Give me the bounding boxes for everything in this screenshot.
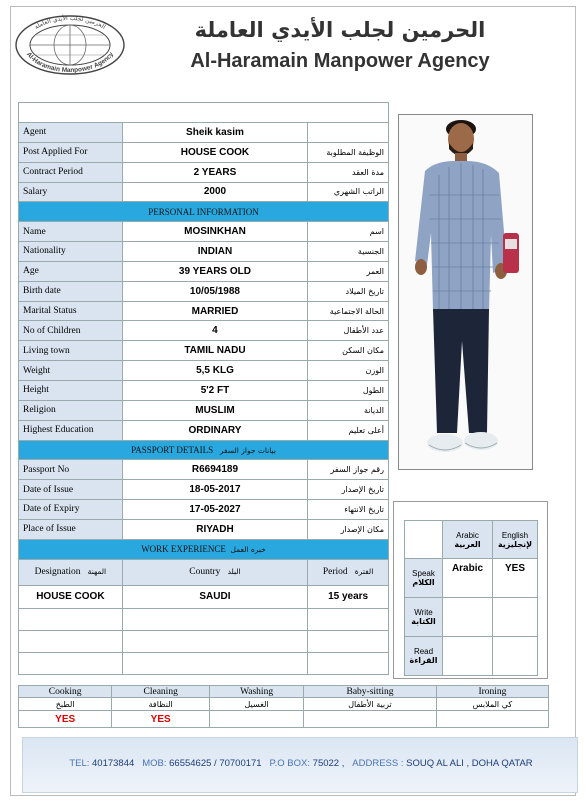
applicant-figure [399,115,533,470]
label-ar: الراتب الشهري [308,182,389,202]
cv-main-table [18,102,389,675]
label-ar [308,123,389,143]
skill-label: Cooking [19,686,112,698]
period-header: Period [322,567,348,578]
label: Date of Issue [19,480,123,500]
period-header-ar: الفترة [354,567,374,577]
mob-value: 66554625 / 70700171 [169,758,262,769]
value: INDIAN [122,242,307,262]
label: Height [19,380,123,400]
pobox-label: P.O BOX: [269,758,311,769]
contact-footer [22,737,578,793]
language-arabic-ar: العربية [454,539,481,549]
skill-label: Baby-sitting [304,686,437,698]
value: MOSINKHAN [122,222,307,242]
label-ar: الوزن [308,361,389,381]
row-name [19,222,389,242]
applicant-photo [398,114,533,470]
designation-header-ar: المهنة [87,567,107,577]
work-row-empty [19,630,389,652]
skill-label-ar: الغسيل [210,698,304,711]
skill-label: Ironing [436,686,548,698]
label: Contract Period [19,162,123,182]
row-nationality [19,242,389,262]
label: No of Children [19,321,123,341]
row-expiry-date [19,500,389,520]
skill-label-ar: النظافة [112,698,210,711]
value: RIYADH [122,519,307,539]
label-ar: تاريخ الانتهاء [308,500,389,520]
agency-title-english: Al-Haramain Manpower Agency [190,50,490,72]
language-header-row [405,521,538,559]
row-passport-no [19,460,389,480]
work-country: SAUDI [122,585,307,608]
label-ar: الديانة [308,400,389,420]
language-speak-row [405,559,538,598]
work-row-empty [19,608,389,630]
speak-label-ar: الكلام [412,578,435,587]
work-row-empty [19,652,389,674]
value: ORDINARY [122,420,307,440]
work-row [19,585,389,608]
label-ar: أعلى تعليم [308,420,389,440]
section-title: WORK EXPERIENCE [141,544,226,555]
label-ar: مكان الإصدار [308,519,389,539]
label: Place of Issue [19,519,123,539]
label-ar: تاريخ الإصدار [308,480,389,500]
write-label-ar: الكتابة [411,617,436,626]
address-label: ADDRESS : [352,758,404,769]
row-education [19,420,389,440]
label: Post Applied For [19,142,123,162]
write-label: Write [414,608,433,617]
skill-label-ar: الطبخ [19,698,112,711]
row-post [19,142,389,162]
skill-value: YES [19,711,112,728]
contact-line [23,758,579,769]
row-religion [19,400,389,420]
label-ar: الجنسية [308,242,389,262]
skill-value [304,711,437,728]
logo-ring-text: Al-Haramain Manpower Agency [24,50,116,75]
row-marital [19,301,389,321]
skill-label-ar: كي الملابس [436,698,548,711]
skills-value-row [19,711,549,728]
row-age [19,261,389,281]
label: Nationality [19,242,123,262]
language-table [404,520,538,676]
label: Age [19,261,123,281]
value: 4 [122,321,307,341]
value: Sheik kasim [122,123,307,143]
label-ar: الوظيفة المطلوبة [308,142,389,162]
label: Birth date [19,281,123,301]
agency-title-arabic: الحرمين لجلب الأيدي العاملة [194,18,486,42]
label: Date of Expiry [19,500,123,520]
tel-value: 40173844 [92,758,135,769]
language-english: English [501,530,529,540]
value: MUSLIM [122,400,307,420]
skill-label-ar: تربية الأطفال [304,698,437,711]
designation-header: Designation [34,567,81,578]
value: 39 YEARS OLD [122,261,307,281]
value: 5'2 FT [122,380,307,400]
label: Living town [19,341,123,361]
agency-logo [14,14,126,76]
row-salary [19,182,389,202]
section-title: PERSONAL INFORMATION [19,202,389,222]
label-ar: الحالة الاجتماعية [308,301,389,321]
label: Passport No [19,460,123,480]
skill-value [436,711,548,728]
read-label-ar: القراءة [409,656,438,665]
country-header: Country [189,567,221,578]
label: Name [19,222,123,242]
row-living-town [19,341,389,361]
work-header-row [19,559,389,585]
skills-table [18,685,549,728]
label-ar: مكان السكن [308,341,389,361]
value: 10/05/1988 [122,281,307,301]
label: Weight [19,361,123,381]
label-ar: اسم [308,222,389,242]
label-ar: الطول [308,380,389,400]
label-ar: رقم جواز السفر [308,460,389,480]
row-birthdate [19,281,389,301]
value: TAMIL NADU [122,341,307,361]
row-issue-place [19,519,389,539]
work-period: 15 years [308,585,389,608]
label: Marital Status [19,301,123,321]
tel-label: TEL: [69,758,90,769]
language-write-row [405,598,538,637]
work-designation: HOUSE COOK [19,585,123,608]
skills-label-row [19,686,549,698]
section-passport [19,440,389,460]
logo-ring-text-ar: الحرمين لجلب الأيدي العاملة [33,14,107,31]
label: Religion [19,400,123,420]
speak-english-value: YES [493,559,538,598]
value: 2000 [122,182,307,202]
value: 18-05-2017 [122,480,307,500]
skill-label: Cleaning [112,686,210,698]
address-value: SOUQ AL ALI , DOHA QATAR [406,758,533,769]
row-children [19,321,389,341]
value: R6694189 [122,460,307,480]
skill-label: Washing [210,686,304,698]
language-read-row [405,637,538,676]
skills-label-ar-row [19,698,549,711]
section-title: PASSPORT DETAILS [131,444,214,455]
read-label: Read [413,647,434,656]
value: 5,5 KLG [122,361,307,381]
label-ar: العمر [308,261,389,281]
row-height [19,380,389,400]
mob-label: MOB: [142,758,167,769]
speak-label: Speak [412,569,435,578]
label: Salary [19,182,123,202]
section-title-ar: بيانات جواز السفر [219,445,276,455]
label-ar: مدة العقد [308,162,389,182]
section-title-ar: خبره العمل [230,545,266,555]
label: Agent [19,123,123,143]
value: 2 YEARS [122,162,307,182]
value: HOUSE COOK [122,142,307,162]
country-header-ar: البلد [227,567,241,577]
pobox-value: 75022 , [312,758,345,769]
label: Highest Education [19,420,123,440]
row-agent [19,123,389,143]
value: MARRIED [122,301,307,321]
language-arabic: Arabic [456,530,479,540]
language-english-ar: لإنجليزية [497,539,533,549]
skill-value: YES [112,711,210,728]
row-issue-date [19,480,389,500]
row-weight [19,361,389,381]
label-ar: عدد الأطفال [308,321,389,341]
value: 17-05-2027 [122,500,307,520]
label-ar: تاريخ الميلاد [308,281,389,301]
section-work [19,539,389,559]
section-personal [19,202,389,222]
speak-arabic-value: Arabic [443,559,493,598]
skill-value [210,711,304,728]
row-contract [19,162,389,182]
